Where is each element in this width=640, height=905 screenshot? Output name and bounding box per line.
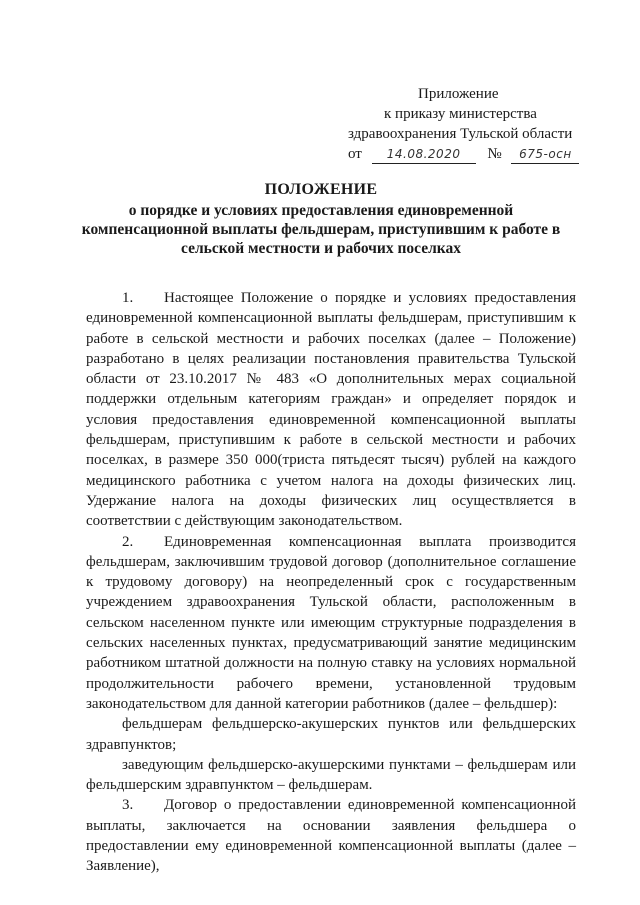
paragraph-2-item-1: фельдшерам фельдшерско-акушерских пунктов или фельдшерских здравпунктов;: [86, 716, 576, 753]
appendix-header: [348, 84, 578, 166]
title-main: ПОЛОЖЕНИЕ: [264, 181, 378, 198]
number-label: №: [487, 146, 502, 162]
paragraph-text: Настоящее Положение о порядке и условиях предоставления единовременной компенсационной выплаты фельдшерам, приступившим к работе в сельской местности и рабочих поселках (далее – Положение) разработано в целях реализации постановления правительства Тульской области от 23.10.2017 № 483 «О дополнительных мерах социальной поддержки отдельным категориям граждан» и определяет порядок и условия предоставления единовременной компенсационной выплаты фельдшерам, приступившим к работе в сельской местности и рабочих поселках, в размере 350 000(триста пятьдесят тысяч) рублей на каждого медицинского работника с учетом налога на доходы физических лиц. Удержание налога на доходы физических лиц осуществляется в соответствии с действующим законодательством.: [86, 290, 576, 530]
handwritten-date: 14.08.2020: [372, 147, 476, 164]
appendix-ministry: здравоохранения Тульской области: [348, 126, 573, 142]
appendix-date-number-line: [348, 144, 578, 166]
paragraph-text: Единовременная компенсационная выплата производится фельдшерам, заключившим трудовой договор (дополнительное соглашение к трудовому договору) на неопределенный срок с государственным учреждением здравоохранения Тульской области, расположенным в сельском населенном пункте или имеющим структурные подразделения в сельских населенных пунктах, предусматривающий занятие медицинским работником штатной должности на полную ставку на условиях нормальной продолжительности рабочего времени, установленной трудовым законодательством для данной категории работников (далее – фельдшер):: [86, 533, 576, 712]
paragraph-number: 2.: [122, 533, 134, 550]
appendix-title: Приложение: [418, 86, 499, 102]
paragraph-3: [86, 795, 576, 876]
document-body: [86, 288, 576, 877]
paragraph-text: Договор о предоставлении единовременной компенсационной выплаты, заключается на основании заявления фельдшера о предоставлении ему единовременной компенсационной выплаты (далее – Заявление),: [86, 797, 576, 875]
appendix-order-ref: к приказу министерства: [384, 106, 537, 122]
from-label: от: [348, 146, 362, 162]
paragraph-2: [86, 532, 576, 715]
title-subtitle: о порядке и условиях предоставления единовременной компенсационной выплаты фельдшерам, приступившим к работе в сельской местности и рабочих поселках: [81, 202, 561, 257]
paragraph-2-item-2: заведующим фельдшерско-акушерскими пунктами – фельдшерам или фельдшерским здравпунктом – фельдшерам.: [86, 756, 576, 794]
paragraph-number: 1.: [122, 290, 134, 306]
document-title: [80, 180, 562, 258]
paragraph-number: 3.: [122, 797, 134, 814]
paragraph-1: [86, 288, 576, 532]
handwritten-number: 675-осн: [511, 147, 579, 164]
